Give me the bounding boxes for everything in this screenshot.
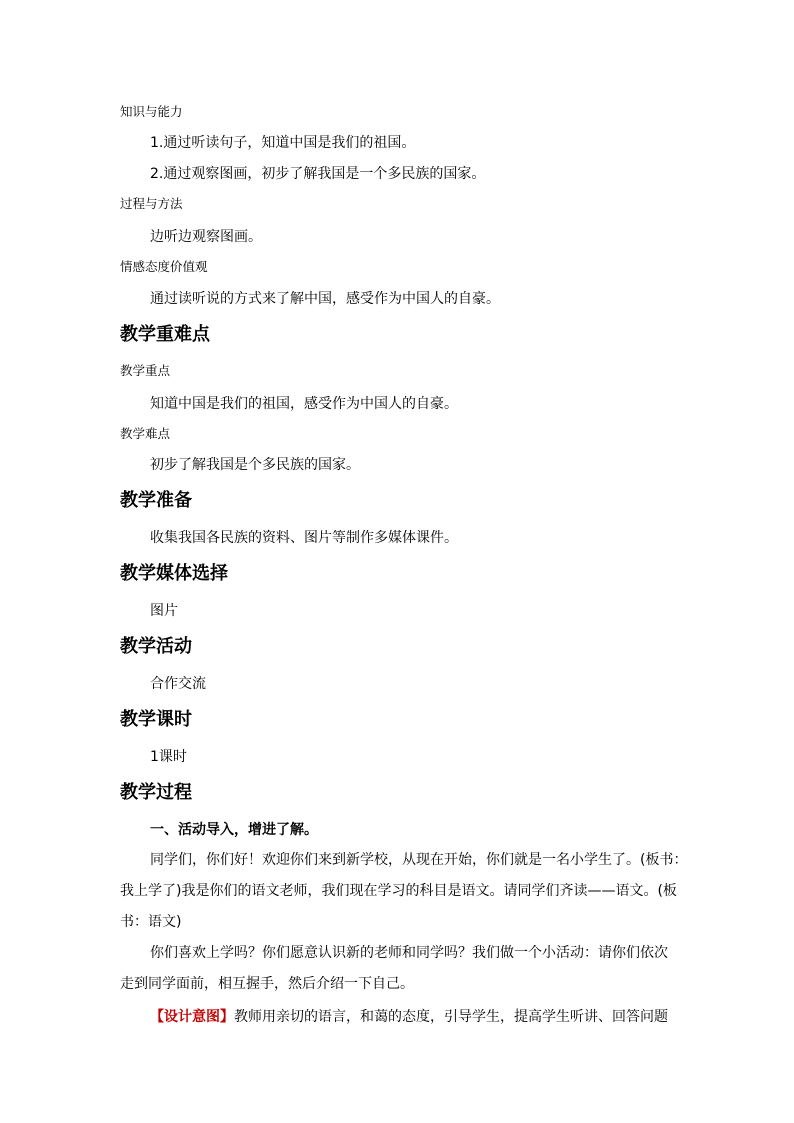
focus-text: 知道中国是我们的祖国，感受作为中国人的自豪。 [150, 396, 458, 412]
process-method-heading: 过程与方法 [120, 196, 183, 211]
knowledge-item-1: 1.通过听读句子，知道中国是我们的祖国。 [150, 135, 416, 151]
design-intent-text: 教师用亲切的语言，和蔼的态度，引导学生，提高学生听讲、回答问题 [234, 1009, 668, 1025]
focus-heading: 教学重点 [120, 363, 171, 378]
process-method-text: 边听边观察图画。 [150, 229, 262, 245]
activity-text: 合作交流 [150, 676, 206, 692]
emotion-text: 通过读听说的方式来了解中国，感受作为中国人的自豪。 [150, 291, 500, 307]
activity-heading: 教学活动 [120, 636, 192, 657]
preparation-text: 收集我国各民族的资料、图片等制作多媒体课件。 [150, 530, 458, 546]
paragraph-1-line-3: 书：语文) [120, 914, 182, 930]
teaching-process-heading: 教学过程 [120, 782, 192, 803]
media-heading: 教学媒体选择 [120, 563, 228, 584]
preparation-heading: 教学准备 [120, 490, 192, 511]
paragraph-1-line-2: 我上学了)我是你们的语文老师，我们现在学习的科目是语文。请同学们齐读——语文。(板 [120, 883, 677, 899]
paragraph-2-line-2: 走到同学面前，相互握手，然后介绍一下自己。 [120, 976, 414, 992]
step-1-title: 一、活动导入，增进了解。 [150, 822, 318, 838]
design-intent-line [150, 1010, 668, 1024]
design-intent-tag: 【设计意图】 [150, 1009, 234, 1025]
difficulty-heading: 教学难点 [120, 426, 171, 441]
paragraph-2-line-1: 你们喜欢上学吗？你们愿意认识新的老师和同学吗？我们做一个小活动：请你们依次 [150, 945, 668, 961]
hours-text: 1课时 [150, 749, 187, 765]
paragraph-1-line-1: 同学们，你们好！欢迎你们来到新学校，从现在开始，你们就是一名小学生了。(板书： [150, 852, 688, 868]
media-text: 图片 [150, 603, 178, 619]
key-points-heading: 教学重难点 [120, 324, 210, 345]
hours-heading: 教学课时 [120, 709, 192, 730]
knowledge-item-2: 2.通过观察图画，初步了解我国是一个多民族的国家。 [150, 166, 486, 182]
difficulty-text: 初步了解我国是个多民族的国家。 [150, 457, 360, 473]
knowledge-heading: 知识与能力 [120, 104, 183, 119]
emotion-heading: 情感态度价值观 [120, 259, 208, 274]
